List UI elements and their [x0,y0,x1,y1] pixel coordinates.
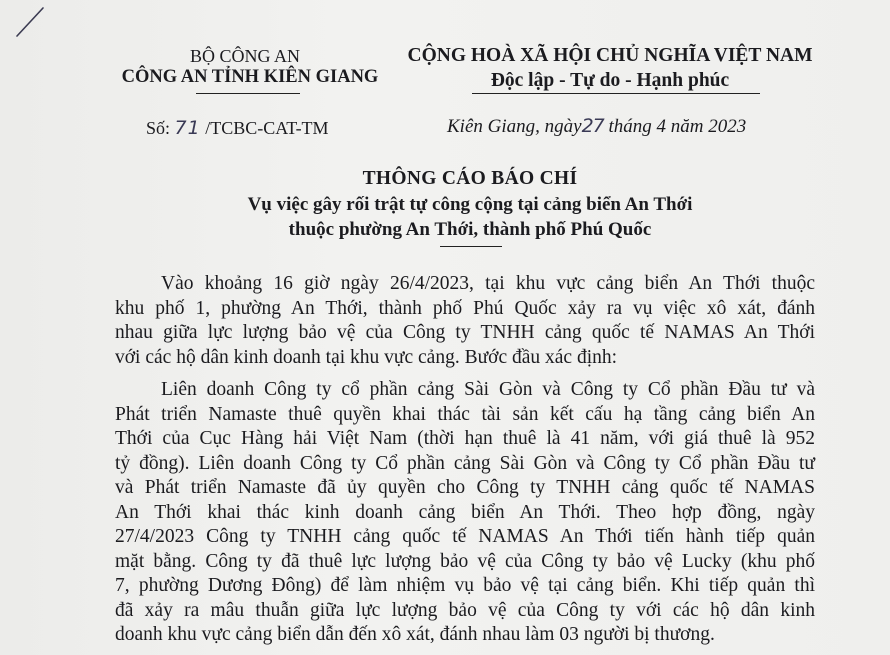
paragraph-line: Vào khoảng 16 giờ ngày 26/4/2023, tại khu vực cảng biển An Thới thuộc [161,273,815,294]
handwritten-slash-mark [14,5,46,39]
subtitle-underline [440,246,502,247]
national-motto: Độc lập - Tự do - Hạnh phúc [490,70,730,91]
document-title: THÔNG CÁO BÁO CHÍ [362,168,578,189]
doc-number-handwritten: 71 [174,117,201,139]
paragraph-line: và Phát triển Namaste đã ủy quyền cho Công ty TNHH cảng quốc tế NAMAS [115,477,815,498]
paragraph-line: với các hộ dân kinh doanh tại khu vực cảng. Bước đầu xác định: [115,346,618,368]
agency-underline [196,93,300,94]
paragraph-line: đã xảy ra mâu thuẫn giữa lực lượng bảo vệ của Công ty với các hộ dân kinh [115,599,815,621]
paragraph-line: 7, phường Dương Đông) để làm nhiệm vụ bảo vệ tại cảng biển. Khi tiếp quản thì [115,575,815,596]
date-suffix: tháng 4 năm 2023 [608,116,747,137]
motto-underline [472,93,760,94]
paragraph-1 [115,272,815,370]
document-number [146,117,329,139]
document-subtitle-line2: thuộc phường An Thới, thành phố Phú Quốc [288,219,652,240]
date-day-handwritten: 27 [581,115,604,137]
agency-name: CÔNG AN TỈNH KIÊN GIANG [121,67,379,87]
paragraph-line: mặt bằng. Công ty đã thuê lực lượng bảo vệ của Công ty bảo vệ Lucky (khu phố [115,550,815,572]
paragraph-2 [115,378,815,648]
doc-number-suffix: /TCBC-CAT-TM [205,118,329,138]
paragraph-line: Phát triển Namaste thuê quyền khai thác tài sản kết cấu hạ tầng cảng biển An [115,403,815,425]
paragraph-line: An Thới khai thác kinh doanh cảng biển An Thới. Theo hợp đồng, ngày [115,501,815,523]
document-date [447,115,746,138]
date-prefix: Kiên Giang, ngày [447,116,582,137]
paragraph-line: doanh khu vực cảng biển dẫn đến xô xát, đánh nhau làm 03 người bị thương. [115,624,715,645]
paragraph-line: 27/4/2023 Công ty TNHH cảng quốc tế NAMAS An Thới tiến hành tiếp quản [115,526,815,547]
doc-number-prefix: Số: [146,118,171,138]
document-subtitle-line1: Vụ việc gây rối trật tự công cộng tại cảng biển An Thới [247,194,693,215]
paragraph-line: Thới của Cục Hàng hải Việt Nam (thời hạn thuê là 41 năm, với giá thuê là 952 [115,428,815,449]
paragraph-line: nhau giữa lực lượng bảo vệ của Công ty TNHH cảng quốc tế NAMAS An Thới [115,322,815,343]
paragraph-line: khu phố 1, phường An Thới, thành phố Phú Quốc xảy ra vụ việc xô xát, đánh [115,297,815,319]
paragraph-line: tỷ đồng). Liên doanh Công ty Cổ phần cảng Sài Gòn và Công ty Cổ phần Đầu tư [115,452,815,474]
agency-parent: BỘ CÔNG AN [189,46,300,66]
national-title: CỘNG HOÀ XÃ HỘI CHỦ NGHĨA VIỆT NAM [407,45,813,66]
paragraph-line: Liên doanh Công ty cổ phần cảng Sài Gòn và Công ty Cổ phần Đầu tư và [161,379,815,400]
